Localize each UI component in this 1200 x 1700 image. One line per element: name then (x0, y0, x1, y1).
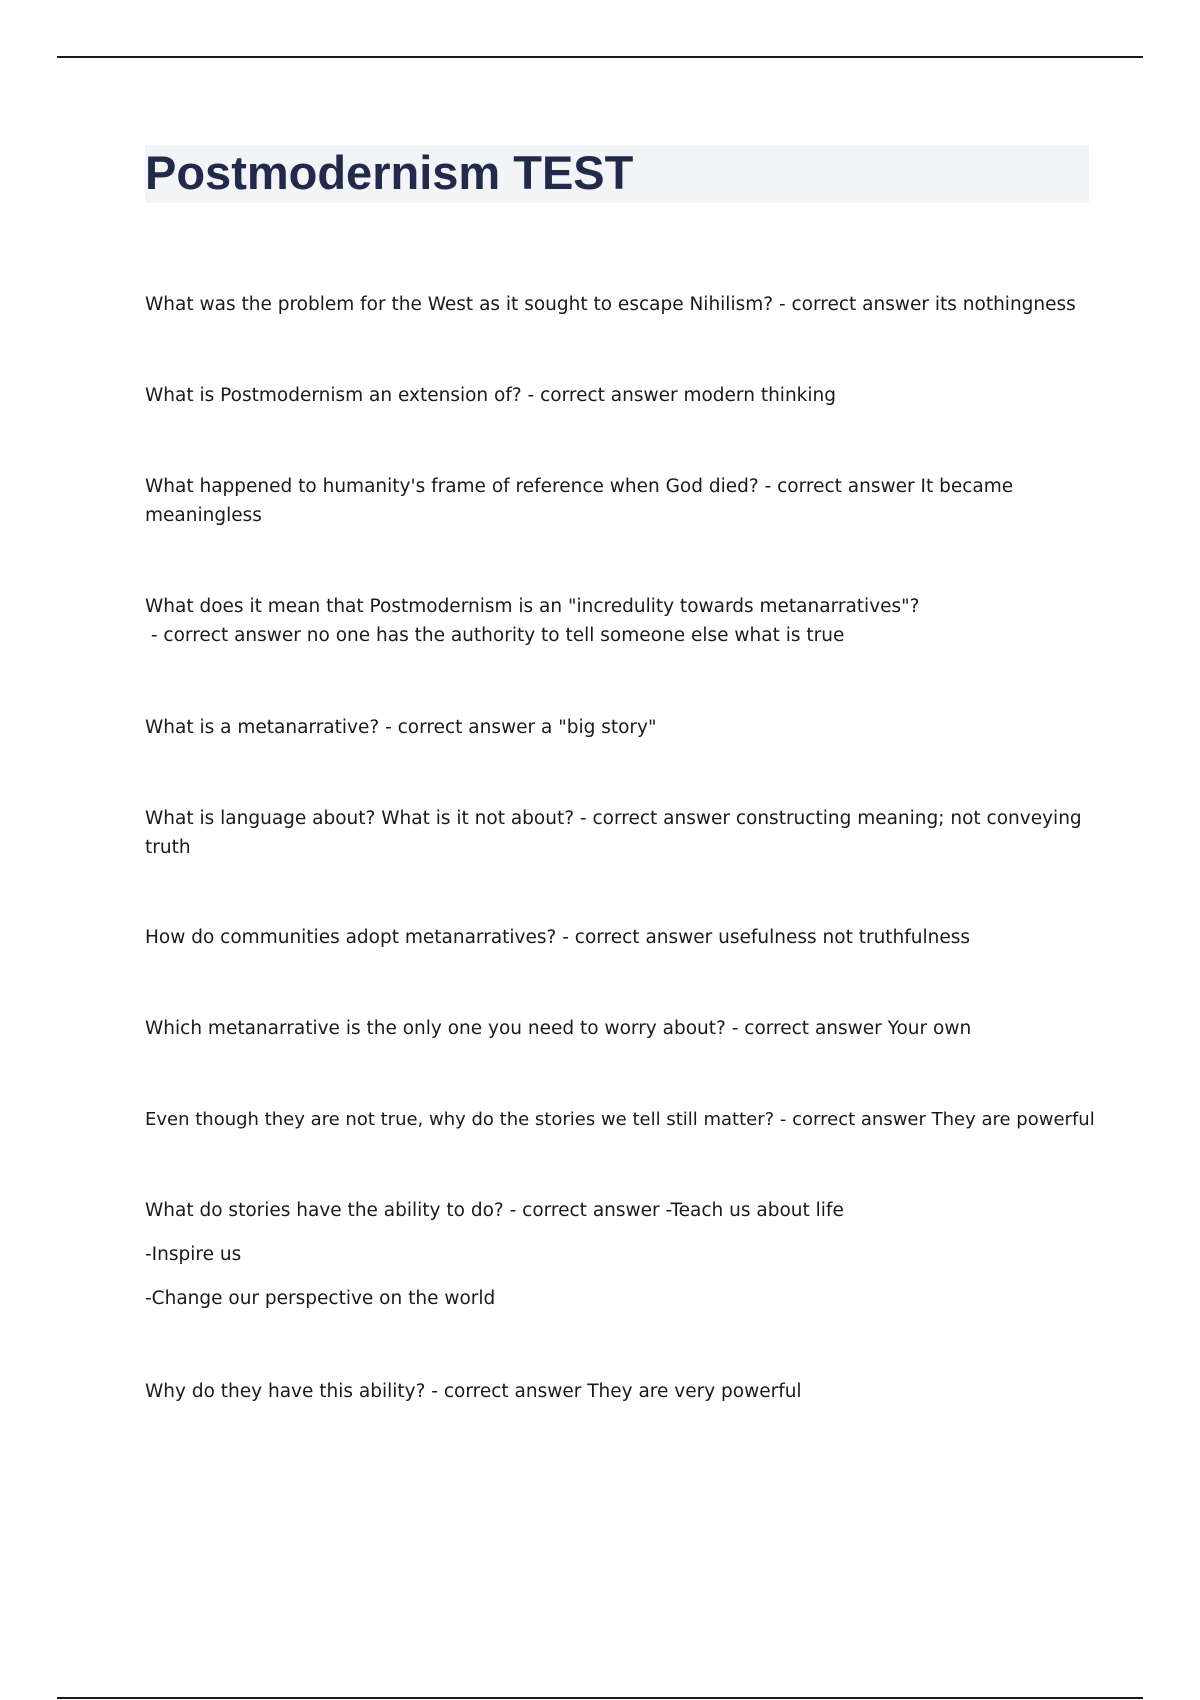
answer-text: modern thinking (683, 385, 836, 406)
answer-separator: - correct answer (725, 1018, 888, 1039)
answer-separator: - correct answer (773, 294, 935, 315)
answer-separator: - correct answer (758, 476, 921, 497)
question-text: Which metanarrative is the only one you need to worry about? (145, 1018, 726, 1039)
answer-text: It became meaningless (145, 476, 1014, 526)
qa-item (145, 472, 1095, 530)
qa-item (145, 592, 1095, 650)
question-text: What is Postmodernism an extension of? (145, 385, 522, 406)
answer-line: -Change our perspective on the world (145, 1288, 496, 1309)
answer-text: They are very powerful (587, 1381, 802, 1402)
answer-text: constructing meaning; not conveying truth (145, 808, 1082, 858)
answer-text: no one has the authority to tell someone else what is true (306, 625, 845, 646)
qa-item (145, 804, 1095, 862)
qa-item (145, 1196, 1095, 1313)
page-title: Postmodernism TEST (145, 146, 634, 199)
question-text: What is language about? What is it not about? (145, 808, 575, 829)
answer-text: its nothingness (934, 294, 1076, 315)
answer-text: They are powerful (931, 1109, 1095, 1130)
qa-item (145, 1105, 1145, 1134)
qa-item (145, 1014, 1095, 1043)
answer-text: Your own (887, 1018, 972, 1039)
answer-text: -Teach us about life (665, 1200, 844, 1221)
question-text: Even though they are not true, why do the stories we tell still matter? (145, 1109, 775, 1130)
answer-separator: - correct answer (774, 1109, 932, 1130)
question-text: What does it mean that Postmodernism is an "incredulity towards metanarratives"? (145, 596, 920, 617)
answer-text: usefulness not truthfulness (718, 927, 971, 948)
question-text: What is a metanarrative? (145, 717, 380, 738)
answer-separator: - correct answer (425, 1381, 588, 1402)
qa-item (145, 923, 1095, 952)
question-text: What do stories have the ability to do? (145, 1200, 504, 1221)
question-text: How do communities adopt metanarratives? (145, 927, 557, 948)
top-rule (57, 56, 1143, 58)
question-text: What was the problem for the West as it sought to escape Nihilism? (145, 294, 774, 315)
answer-separator: - correct answer (503, 1200, 666, 1221)
answer-separator: - correct answer (521, 385, 684, 406)
answer-separator: - correct answer (556, 927, 719, 948)
answer-separator: - correct answer (379, 717, 541, 738)
answer-separator: - correct answer (145, 625, 307, 646)
question-text: What happened to humanity's frame of reference when God died? (145, 476, 759, 497)
answer-separator: - correct answer (574, 808, 736, 829)
qa-item (145, 381, 1095, 410)
answer-text: a "big story" (540, 717, 657, 738)
qa-item (145, 290, 1095, 319)
bottom-rule (57, 1697, 1143, 1699)
answer-line: -Inspire us (145, 1244, 242, 1265)
qa-item (145, 713, 1095, 742)
question-text: Why do they have this ability? (145, 1381, 426, 1402)
qa-item (145, 1377, 1095, 1406)
